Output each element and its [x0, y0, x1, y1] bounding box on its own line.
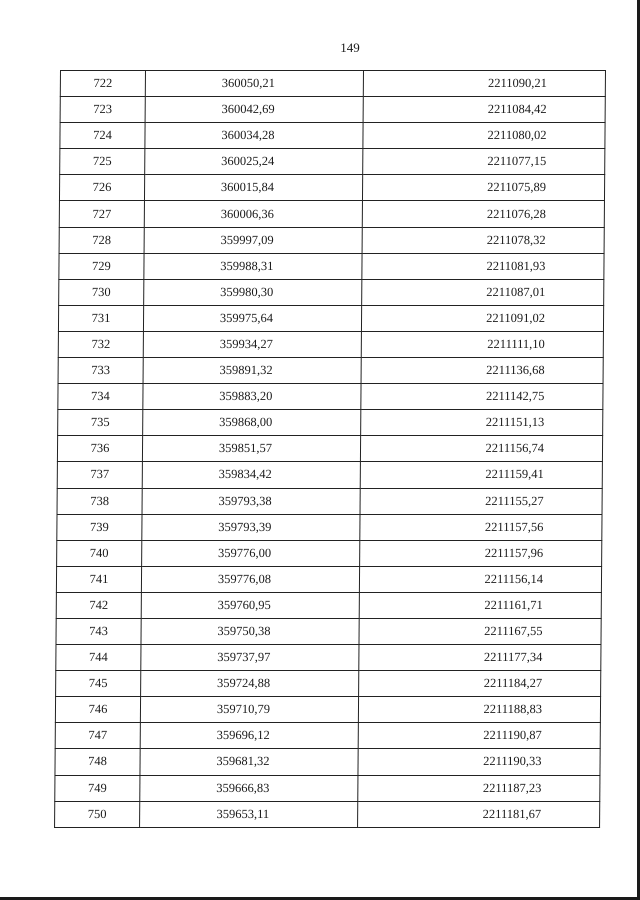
y-coordinate-cell: 2211159,41	[360, 462, 602, 488]
y-coordinate-cell: 2211090,21	[363, 71, 605, 97]
y-coordinate-cell: 2211111,10	[361, 331, 603, 357]
x-coordinate-cell: 359724,88	[141, 671, 359, 697]
table-row	[59, 227, 604, 253]
point-number-cell: 725	[60, 149, 145, 175]
y-coordinate-cell: 2211077,15	[363, 149, 605, 175]
point-number-cell: 736	[57, 436, 142, 462]
point-number-cell: 750	[55, 801, 140, 827]
table-row	[55, 801, 600, 827]
y-coordinate-cell: 2211087,01	[362, 279, 604, 305]
y-coordinate-cell: 2211075,89	[362, 175, 604, 201]
table-row	[57, 514, 602, 540]
x-coordinate-cell: 360015,84	[144, 175, 362, 201]
y-coordinate-cell: 2211076,28	[362, 201, 604, 227]
point-number-cell: 739	[57, 514, 142, 540]
x-coordinate-cell: 359681,32	[140, 749, 358, 775]
x-coordinate-cell: 359666,83	[140, 775, 358, 801]
point-number-cell: 738	[57, 488, 142, 514]
point-number-cell: 733	[58, 358, 143, 384]
point-number-cell: 728	[59, 227, 144, 253]
x-coordinate-cell: 359696,12	[140, 723, 358, 749]
table-row	[57, 436, 602, 462]
y-coordinate-cell: 2211151,13	[361, 410, 603, 436]
table-row	[59, 253, 604, 279]
x-coordinate-cell: 359750,38	[141, 618, 359, 644]
y-coordinate-cell: 2211190,87	[358, 723, 600, 749]
point-number-cell: 744	[56, 645, 141, 671]
table-row	[60, 123, 605, 149]
table-row	[58, 410, 603, 436]
point-number-cell: 749	[55, 775, 140, 801]
x-coordinate-cell: 359710,79	[140, 697, 358, 723]
x-coordinate-cell: 359653,11	[140, 801, 358, 827]
y-coordinate-cell: 2211155,27	[360, 488, 602, 514]
x-coordinate-cell: 359776,00	[142, 540, 360, 566]
y-coordinate-cell: 2211181,67	[358, 801, 600, 827]
x-coordinate-cell: 359883,20	[143, 384, 361, 410]
y-coordinate-cell: 2211156,14	[359, 566, 601, 592]
y-coordinate-cell: 2211157,56	[360, 514, 602, 540]
y-coordinate-cell: 2211078,32	[362, 227, 604, 253]
x-coordinate-cell: 359980,30	[144, 279, 362, 305]
point-number-cell: 747	[55, 723, 140, 749]
y-coordinate-cell: 2211091,02	[361, 305, 603, 331]
x-coordinate-cell: 359793,39	[142, 514, 360, 540]
table-row	[55, 723, 600, 749]
point-number-cell: 724	[60, 123, 145, 149]
x-coordinate-cell: 360025,24	[145, 149, 363, 175]
point-number-cell: 730	[59, 279, 144, 305]
table-row	[58, 358, 603, 384]
table-row	[57, 488, 602, 514]
point-number-cell: 729	[59, 253, 144, 279]
x-coordinate-cell: 359997,09	[144, 227, 362, 253]
table-row	[55, 697, 600, 723]
x-coordinate-cell: 359975,64	[143, 305, 361, 331]
y-coordinate-cell: 2211187,23	[358, 775, 600, 801]
table-row	[59, 279, 604, 305]
point-number-cell: 748	[55, 749, 140, 775]
y-coordinate-cell: 2211167,55	[359, 618, 601, 644]
x-coordinate-cell: 359934,27	[143, 331, 361, 357]
point-number-cell: 727	[59, 201, 144, 227]
y-coordinate-cell: 2211177,34	[359, 645, 601, 671]
table-row	[59, 201, 604, 227]
page-number: 149	[340, 40, 360, 55]
point-number-cell: 740	[57, 540, 142, 566]
table-row	[60, 149, 605, 175]
y-coordinate-cell: 2211184,27	[359, 671, 601, 697]
point-number-cell: 723	[60, 97, 145, 123]
x-coordinate-cell: 360042,69	[145, 97, 363, 123]
point-number-cell: 741	[56, 566, 141, 592]
point-number-cell: 734	[58, 384, 143, 410]
table-row	[58, 305, 603, 331]
table-row	[55, 775, 600, 801]
x-coordinate-cell: 359776,08	[141, 566, 359, 592]
x-coordinate-cell: 359834,42	[142, 462, 360, 488]
table-row	[56, 645, 601, 671]
y-coordinate-cell: 2211084,42	[363, 97, 605, 123]
point-number-cell: 742	[56, 592, 141, 618]
x-coordinate-cell: 359760,95	[141, 592, 359, 618]
x-coordinate-cell: 359988,31	[144, 253, 362, 279]
x-coordinate-cell: 359737,97	[141, 645, 359, 671]
table-row	[56, 592, 601, 618]
table-row	[57, 540, 602, 566]
x-coordinate-cell: 360006,36	[144, 201, 362, 227]
table-row	[56, 671, 601, 697]
table-row	[56, 566, 601, 592]
table-row	[59, 175, 604, 201]
y-coordinate-cell: 2211136,68	[361, 358, 603, 384]
y-coordinate-cell: 2211156,74	[360, 436, 602, 462]
point-number-cell: 726	[59, 175, 144, 201]
coordinates-table	[54, 70, 606, 828]
x-coordinate-cell: 359891,32	[143, 358, 361, 384]
point-number-cell: 743	[56, 618, 141, 644]
point-number-cell: 746	[55, 697, 140, 723]
point-number-cell: 722	[60, 71, 145, 97]
table-row	[56, 618, 601, 644]
y-coordinate-cell: 2211190,33	[358, 749, 600, 775]
x-coordinate-cell: 360034,28	[145, 123, 363, 149]
x-coordinate-cell: 359793,38	[142, 488, 360, 514]
x-coordinate-cell: 359868,00	[143, 410, 361, 436]
y-coordinate-cell: 2211142,75	[361, 384, 603, 410]
y-coordinate-cell: 2211188,83	[358, 697, 600, 723]
y-coordinate-cell: 2211157,96	[360, 540, 602, 566]
y-coordinate-cell: 2211080,02	[363, 123, 605, 149]
point-number-cell: 735	[58, 410, 143, 436]
table-row	[58, 331, 603, 357]
y-coordinate-cell: 2211161,71	[359, 592, 601, 618]
coordinates-table-body	[55, 71, 606, 828]
y-coordinate-cell: 2211081,93	[362, 253, 604, 279]
table-row	[60, 97, 605, 123]
table-row	[57, 462, 602, 488]
table-row	[58, 384, 603, 410]
table-row	[60, 71, 605, 97]
x-coordinate-cell: 360050,21	[145, 71, 363, 97]
point-number-cell: 745	[56, 671, 141, 697]
point-number-cell: 731	[58, 305, 143, 331]
point-number-cell: 737	[57, 462, 142, 488]
table-row	[55, 749, 600, 775]
x-coordinate-cell: 359851,57	[142, 436, 360, 462]
point-number-cell: 732	[58, 331, 143, 357]
